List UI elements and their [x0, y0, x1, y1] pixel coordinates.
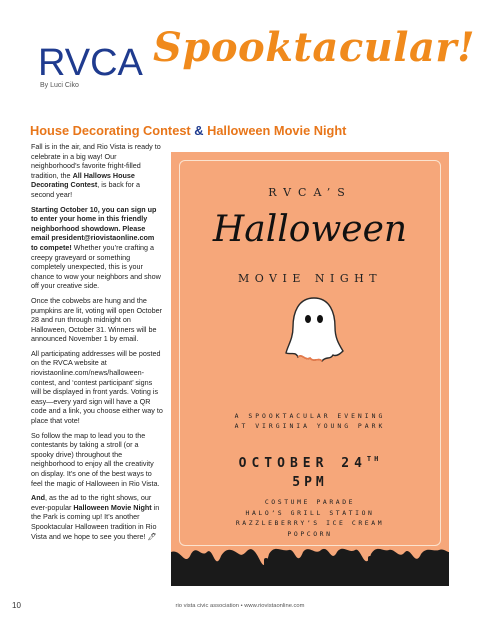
headline-part2: Halloween Movie Night: [207, 123, 347, 138]
p6-text-b: , as the ad to the right shows, our ever-popular: [31, 493, 152, 512]
p1-text-c: , is back for a second year!: [31, 180, 141, 199]
signup-instructions: Starting October 10, you can sign up to enter your home in this friendly neighborhood showdown. Please email president@riovistaonline.com to compete!: [31, 204, 157, 252]
paragraph-5: So follow the map to lead you to the contestants by taking a stroll (or a spooky drive) throughout the neighborhood to enjoy all the creativity on display. It’s one of the best ways to feel the magic of Halloween in Rio Vista.: [31, 430, 160, 488]
poster-tagline: A SPOOKTACULAR EVENING AT VIRGINIA YOUNG PARK: [234, 412, 386, 430]
poster-subtitle: MOVIE NIGHT: [237, 272, 383, 285]
page-footer: rio vista civic association • www.riovistaonline.com: [175, 603, 305, 609]
headline-ampersand: &: [194, 123, 204, 138]
p6-text-d: in the Park is coming up! It’s another Spooktacular Halloween tradition in Rio Vista and we hope to see you there! 🖊: [31, 502, 160, 541]
movie-night-name: Halloween Movie Night: [73, 502, 152, 512]
article-headline: [30, 123, 346, 138]
paragraph-3: Once the cobwebs are hung and the pumpkins are lit, voting will open October 28 and run through midnight on Halloween, October 31. Winners will be announced November 1 by email.: [31, 295, 163, 344]
rvca-logo: RVCA: [38, 42, 143, 84]
activity-item: COSTUME PARADE: [264, 498, 356, 506]
poster-title: Halloween: [212, 209, 408, 250]
poster-date: [171, 455, 449, 471]
page-number: 10: [12, 601, 21, 610]
p2-text-b: Whether you’re crafting a creepy graveyard or something completely unexpected, this is your chance to wow your neighbors and show off your creative side.: [31, 242, 161, 291]
headline-part1: House Decorating Contest: [30, 123, 191, 138]
p6-and: And: [31, 493, 45, 503]
poster-time: 5PM: [292, 475, 328, 490]
drip-border: [171, 538, 449, 586]
activity-item: RAZZLEBERRY’S ICE CREAM: [235, 519, 385, 528]
movie-night-poster: [171, 152, 449, 586]
article-body: [31, 142, 163, 546]
poster-activities: [171, 497, 449, 539]
poster-date-text: OCTOBER 24: [238, 456, 367, 471]
p1-text-a: Fall is in the air, and Rio Vista is ready to celebrate in a big way! Our neighborhood’s favorite fright-filled tradition, the: [31, 142, 161, 180]
masthead-title: Spooktacular!: [153, 24, 476, 71]
poster-org: RVCA’S: [268, 186, 352, 199]
paragraph-6: [31, 493, 163, 541]
contest-name: All Hallows House Decorating Contest: [31, 170, 135, 190]
activity-item: HALO’S GRILL STATION: [245, 508, 375, 517]
activity-item: POPCORN: [287, 529, 333, 538]
poster-date-suffix: TH: [366, 455, 382, 463]
byline: By Luci Ciko: [40, 82, 79, 89]
paragraph-4: All participating addresses will be posted on the RVCA website at riovistaonline.com/news/halloween-contest, and ‘contest participant’ signs will be displayed in front yards. Voting is easy—every yard sign will have a QR code and a link, you choose either way to place that vote!: [31, 348, 163, 426]
paragraph-2: [31, 205, 163, 291]
paragraph-1: [31, 142, 163, 200]
ghost-icon: [283, 295, 345, 365]
